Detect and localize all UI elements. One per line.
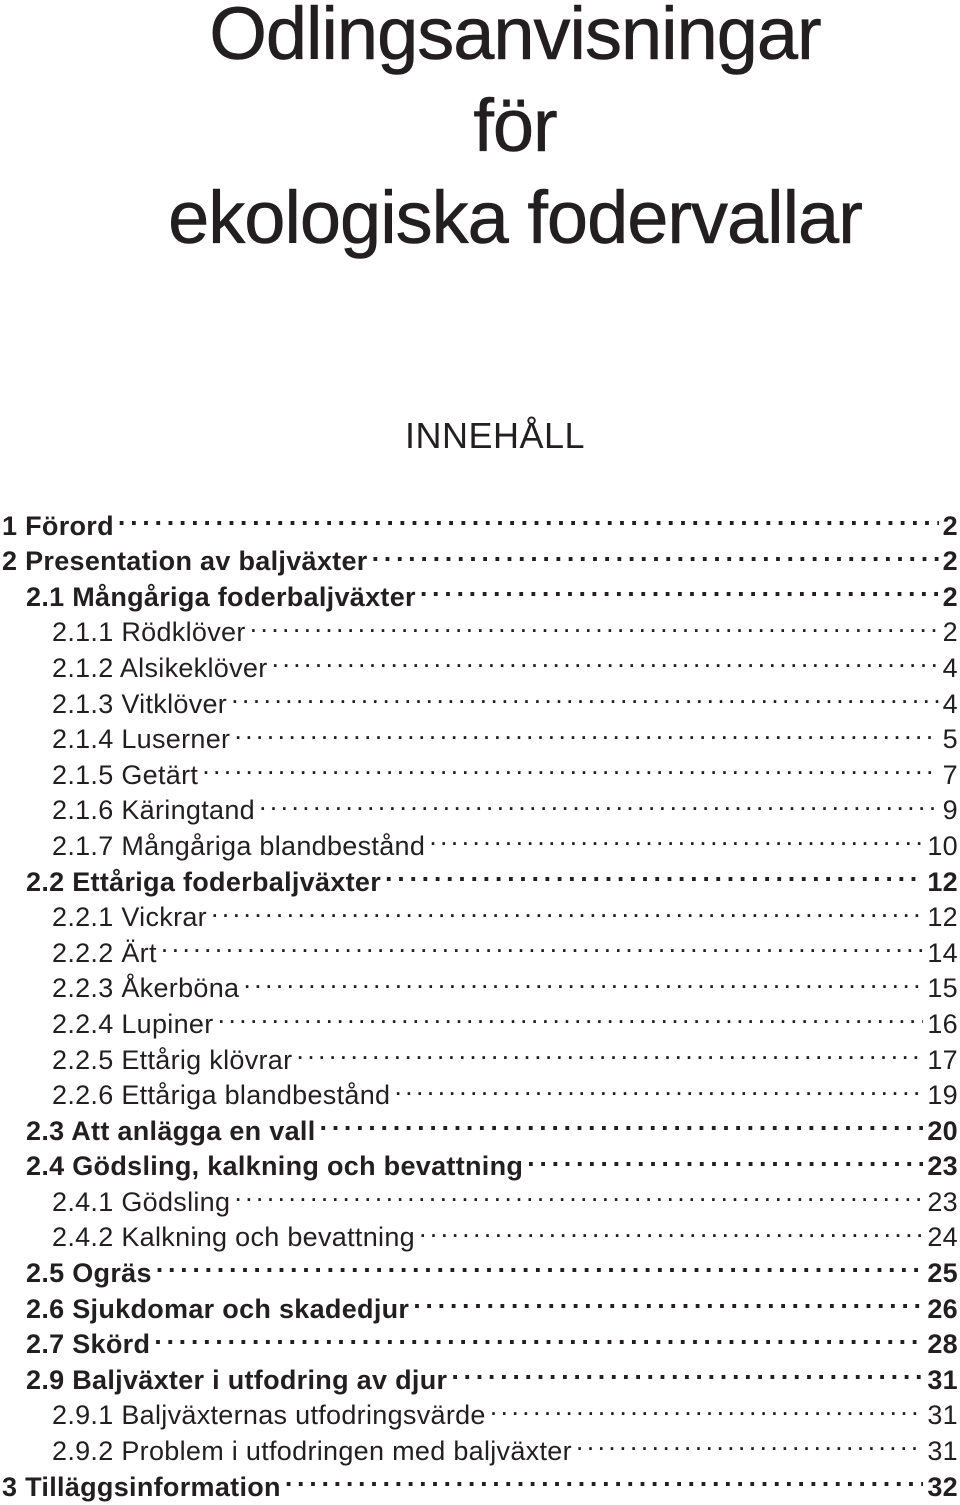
toc-entry-label: 2.1 Mångåriga foderbaljväxter bbox=[26, 581, 416, 612]
toc-leader-dots bbox=[527, 1140, 923, 1176]
toc-leader-dots bbox=[451, 1353, 923, 1389]
toc-entry-page-number: 20 bbox=[927, 1115, 958, 1146]
toc-heading: INNEHÅLL bbox=[404, 415, 586, 456]
toc-entry-label: 2.1.7 Mångåriga blandbestånd bbox=[52, 830, 426, 861]
toc-entry-page-number: 23 bbox=[927, 1186, 958, 1217]
toc-entry[interactable] bbox=[0, 535, 960, 577]
toc-leader-dots bbox=[385, 855, 923, 891]
toc-entry-label: 2.2.4 Lupiner bbox=[52, 1008, 214, 1039]
toc-leader-dots bbox=[211, 891, 923, 927]
document-title bbox=[0, 0, 960, 264]
toc-entry-page-number: 2 bbox=[942, 546, 958, 577]
toc-leader-dots bbox=[161, 926, 924, 962]
toc-entry-page-number: 12 bbox=[927, 866, 958, 897]
toc-leader-dots bbox=[429, 819, 923, 855]
toc-leader-dots bbox=[490, 1389, 924, 1425]
toc-entry-page-number: 23 bbox=[927, 1151, 958, 1182]
toc-entry-label: 2.1.5 Getärt bbox=[52, 759, 199, 790]
toc-entry-page-number: 2 bbox=[942, 510, 958, 541]
toc-entry-label: 2.2.3 Åkerböna bbox=[52, 973, 240, 1004]
toc-leader-dots bbox=[231, 677, 939, 713]
toc-entry-page-number: 9 bbox=[942, 795, 958, 826]
toc-entry-page-number: 26 bbox=[927, 1293, 958, 1324]
toc-entry-label: 2.9.2 Problem i utfodringen med baljväxter bbox=[52, 1436, 572, 1467]
toc-leader-dots bbox=[576, 1424, 923, 1460]
toc-entry-page-number: 5 bbox=[942, 724, 958, 755]
toc-entry-label: 3 Tilläggsinformation bbox=[2, 1471, 281, 1502]
toc-leader-dots bbox=[320, 1104, 924, 1140]
toc-leader-dots bbox=[394, 1069, 923, 1105]
toc-entry-page-number: 24 bbox=[927, 1222, 958, 1253]
toc-entry-label: 2.4 Gödsling, kalkning och bevattning bbox=[26, 1151, 524, 1182]
toc-leader-dots bbox=[259, 784, 939, 820]
toc-entry-label: 2.1.4 Luserner bbox=[52, 724, 231, 755]
toc-leader-dots bbox=[372, 535, 939, 571]
toc-entry-page-number: 14 bbox=[927, 937, 958, 968]
toc-entry-label: 1 Förord bbox=[2, 510, 114, 541]
title-line: för bbox=[473, 84, 557, 167]
toc-entry-label: 2.4.1 Gödsling bbox=[52, 1186, 231, 1217]
toc-leader-dots bbox=[420, 570, 939, 606]
toc-entry-page-number: 16 bbox=[927, 1008, 958, 1039]
toc-entry-label: 2.1.2 Alsikeklöver bbox=[52, 652, 268, 683]
toc-entry-label: 2.2.1 Vickrar bbox=[52, 902, 207, 933]
toc-entry-label: 2.1.1 Rödklöver bbox=[52, 617, 246, 648]
toc-entry-page-number: 31 bbox=[927, 1364, 958, 1395]
title-line: Odlingsanvisningar bbox=[209, 0, 821, 75]
toc-entry-label: 2.2 Ettåriga foderbaljväxter bbox=[26, 866, 382, 897]
toc-entry-page-number: 12 bbox=[927, 902, 958, 933]
toc-leader-dots bbox=[285, 1460, 924, 1496]
toc-entry-page-number: 28 bbox=[927, 1329, 958, 1360]
toc-leader-dots bbox=[234, 713, 938, 749]
toc-entry-label: 2.2.6 Ettåriga blandbestånd bbox=[52, 1080, 391, 1111]
toc-entry-label: 2.2.2 Ärt bbox=[52, 937, 157, 968]
toc-entry-label: 2.7 Skörd bbox=[26, 1329, 151, 1360]
toc-entry-page-number: 19 bbox=[927, 1080, 958, 1111]
toc-entry-label: 2.5 Ogräs bbox=[26, 1258, 152, 1289]
toc-entry-page-number: 7 bbox=[942, 759, 958, 790]
toc-entry-label: 2.6 Sjukdomar och skadedjur bbox=[26, 1293, 410, 1324]
toc-entry-label: 2.3 Att anlägga en vall bbox=[26, 1115, 316, 1146]
toc-leader-dots bbox=[413, 1282, 923, 1318]
toc-leader-dots bbox=[272, 641, 939, 677]
toc-leader-dots bbox=[250, 606, 939, 642]
toc-entry-page-number: 2 bbox=[942, 581, 958, 612]
toc-leader-dots bbox=[218, 997, 924, 1033]
toc-leader-dots bbox=[202, 748, 938, 784]
toc-leader-dots bbox=[154, 1318, 923, 1354]
toc-entry-label: 2 Presentation av baljväxter bbox=[2, 546, 368, 577]
toc-entry-label: 2.1.3 Vitklöver bbox=[52, 688, 228, 719]
toc-entry-label: 2.2.5 Ettårig klövrar bbox=[52, 1044, 293, 1075]
toc-entry[interactable] bbox=[0, 499, 960, 541]
toc-leader-dots bbox=[118, 499, 939, 535]
toc-leader-dots bbox=[234, 1175, 923, 1211]
toc-entry-label: 2.9 Baljväxter i utfodring av djur bbox=[26, 1364, 448, 1395]
toc-entry-page-number: 4 bbox=[942, 652, 958, 683]
toc-entry-label: 2.9.1 Baljväxternas utfodringsvärde bbox=[52, 1400, 486, 1431]
toc-entry-label: 2.4.2 Kalkning och bevattning bbox=[52, 1222, 415, 1253]
toc-entry-page-number: 15 bbox=[927, 973, 958, 1004]
toc-leader-dots bbox=[243, 962, 923, 998]
toc-entry-page-number: 2 bbox=[942, 617, 958, 648]
toc-entry-page-number: 25 bbox=[927, 1258, 958, 1289]
toc-entry-page-number: 10 bbox=[927, 830, 958, 861]
toc-leader-dots bbox=[156, 1246, 924, 1282]
toc-leader-dots bbox=[419, 1211, 923, 1247]
toc-entry-page-number: 32 bbox=[927, 1471, 958, 1502]
table-of-contents bbox=[0, 499, 960, 1502]
toc-entry-page-number: 4 bbox=[942, 688, 958, 719]
toc-entry-page-number: 31 bbox=[927, 1436, 958, 1467]
toc-leader-dots bbox=[296, 1033, 923, 1069]
toc-entry-page-number: 17 bbox=[927, 1044, 958, 1075]
toc-entry-label: 2.1.6 Käringtand bbox=[52, 795, 255, 826]
toc-entry-page-number: 31 bbox=[927, 1400, 958, 1431]
title-line: ekologiska fodervallar bbox=[168, 176, 862, 259]
